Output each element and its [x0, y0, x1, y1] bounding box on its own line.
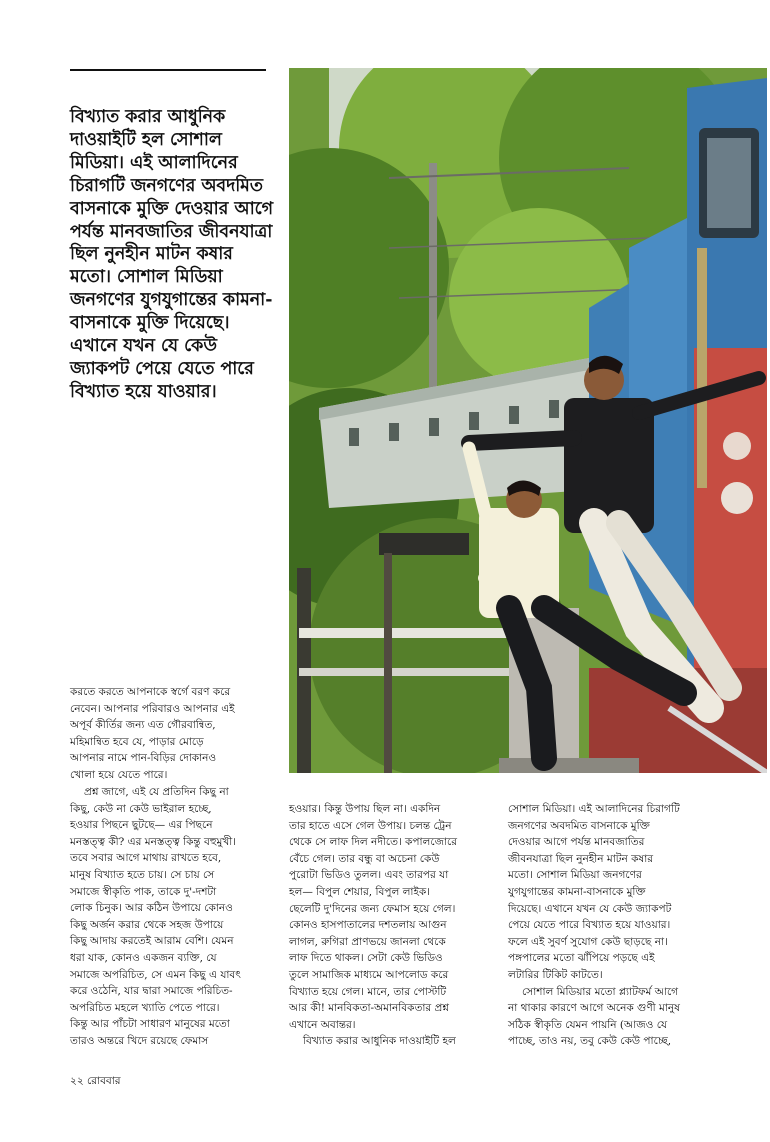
- body-line: দেওয়ার আগে পর্যন্ত মানবজাতির: [508, 836, 645, 849]
- body-line: পঙ্গপালের মতো ঝাঁপিয়ে পড়ছে এই: [508, 952, 655, 965]
- body-line: পাচ্ছে, তাও নয়, তবু কেউ কেউ পাচ্ছে,: [508, 1035, 672, 1048]
- body-line: আপনার নামে পান-বিড়ির দোকানও: [70, 752, 217, 765]
- body-line: লাগল, রুগিরা প্রাণভয়ে জানলা থেকে: [289, 935, 446, 948]
- body-line: জনগণের অবদমিত বাসনাকে মুক্তি: [508, 819, 650, 832]
- pull-quote-line: বিখ্যাত হয়ে যাওয়ার।: [70, 381, 217, 402]
- pull-quote-line: বাসনাকে মুক্তি দিয়েছে।: [70, 313, 230, 334]
- body-line: অপরিচিত মহলে খ্যাতি পেতে পারে।: [70, 1001, 220, 1014]
- body-line: লটারির টিকিট কাটতে।: [508, 968, 603, 981]
- body-line: আর কী! মানবিকতা-অমানবিকতার প্রশ্ন: [289, 1002, 449, 1015]
- body-line: মতো। সোশাল মিডিয়া জনগণের: [508, 869, 642, 882]
- body-line: তুলে সামাজিক মাধ্যমে আপলোড করে: [289, 968, 449, 981]
- body-line: তবে সবার আগে মাথায় রাখতে হবে,: [70, 852, 222, 865]
- pull-quote-line: পর্যন্ত মানবজাতির জীবনযাত্রা: [70, 221, 273, 242]
- body-line: এখানে অবান্তর।: [289, 1018, 356, 1031]
- body-line: কিছু, কেউ না কেউ ভাইরাল হচ্ছে,: [70, 802, 212, 815]
- pull-quote-line: বিখ্যাত করার আধুনিক: [70, 107, 226, 127]
- body-line: বিখ্যাত করার আধুনিক দাওয়াইটি হল: [303, 1035, 456, 1048]
- body-line: প্রশ্ন জাগে, এই যে প্রতিদিন কিছু না: [84, 786, 229, 798]
- body-line: কিন্তু আর পাঁচটা সাধারণ মানুষের মতো: [70, 1018, 230, 1031]
- body-line: ধরা যাক, কোনও একজন ব্যক্তি, যে: [70, 951, 217, 964]
- pull-quote-line: মিডিয়া। এই আলাদিনের: [70, 152, 238, 173]
- body-line: সোশাল মিডিয়া। এই আলাদিনের চিরাগটি: [508, 803, 680, 815]
- pull-quote-line: বাসনাকে মুক্তি দেওয়ার আগে: [70, 198, 273, 219]
- body-line: হওয়ার পিছনে ছুটছে— এর পিছনে: [70, 819, 213, 832]
- body-line: সোশাল মিডিয়ার মতো প্ল্যাটফর্ম আগে: [522, 985, 679, 998]
- body-column-1-bottom: [70, 784, 270, 1050]
- pull-quote-line: দাওয়াইটি হল সোশাল: [70, 129, 222, 150]
- pull-quote-line: মতো। সোশাল মিডিয়া: [70, 267, 223, 288]
- pull-quote-line: চিরাগটি জনগণের অবদমিত: [70, 175, 263, 196]
- body-column-3: [508, 801, 708, 1050]
- body-line: মনস্তত্ত্ব কী? এর মনস্তত্ত্ব কিন্তু বহুমুখী।: [70, 835, 237, 848]
- body-line: নেবেন। আপনার পরিবারও আপনার এই: [70, 702, 235, 715]
- body-line: জীবনযাত্রা ছিল নুনহীন মাটন কষার: [508, 852, 654, 865]
- body-line: অপূর্ব কীর্তির জন্য এত গৌরবান্বিত,: [70, 719, 216, 732]
- top-rule: [70, 69, 266, 71]
- body-line: লোক চিনুক। আর কঠিন উপায়ে কোনও: [70, 902, 233, 915]
- body-line: করে ওঠেনি, যার দ্বারা সমাজে পরিচিত-: [70, 985, 233, 998]
- page-folio: ২২ রোববার: [70, 1075, 121, 1087]
- body-line: সমাজে অপরিচিত, সে এমন কিছু এ যাবৎ: [70, 968, 241, 981]
- body-column-2: [289, 801, 489, 1050]
- body-line: কোনও হাসপাতালের দশতলায় আগুন: [289, 919, 447, 932]
- train-jump-photo: [289, 68, 767, 773]
- body-line: তারও অন্তরে খিদে রয়েছে ফেমাস: [70, 1034, 209, 1047]
- body-line: করতে করতে আপনাকে স্বর্গে বরণ করে: [70, 686, 231, 698]
- body-column-1-top: [70, 684, 270, 784]
- body-line: কিছু আদায় করতেই আরাম বেশি। যেমন: [70, 935, 234, 948]
- body-line: পেয়ে যেতে পারে বিখ্যাত হয়ে যাওয়ার।: [508, 919, 671, 932]
- pull-quote-line: এখানে যখন যে কেউ: [70, 336, 217, 357]
- body-line: সঠিক স্বীকৃতি যেমন পায়নি (আজও যে: [508, 1018, 668, 1031]
- body-line: হল— বিপুল শেয়ার, বিপুল লাইক।: [289, 885, 431, 898]
- pull-quote-line: ছিল নুনহীন মাটন কষার: [70, 244, 233, 265]
- body-line: কিছু অর্জন করার থেকে সহজ উপায়ে: [70, 918, 224, 931]
- body-line: সমাজে স্বীকৃতি পাক, তাকে দু'-দশটা: [70, 885, 217, 898]
- body-line: তার হাতে এসে গেল উপায়। চলন্ত ট্রেন: [289, 819, 452, 832]
- body-line: ছেলেটি দু'দিনের জন্য ফেমাস হয়ে গেল।: [289, 902, 456, 915]
- body-line: হওয়ার। কিন্তু উপায় ছিল না। একদিন: [289, 803, 441, 815]
- body-line: পুরোটা ভিডিও তুলল। এবং তারপর যা: [289, 869, 449, 882]
- pull-quote: [70, 106, 273, 404]
- body-line: লাফ দিতে থাকল। সেটা কেউ ভিডিও: [289, 952, 443, 965]
- pull-quote-line: জ্যাকপট পেয়ে যেতে পারে: [70, 358, 254, 379]
- body-line: খোলা হয়ে যেতে পারে।: [70, 768, 168, 781]
- body-line: যুগযুগান্তের কামনা-বাসনাকে মুক্তি: [508, 885, 646, 898]
- body-line: মহিমান্বিত হবে যে, পাড়ার মোড়ে: [70, 735, 204, 748]
- body-line: ফলে এই সুবর্ণ সুযোগ কেউ ছাড়ছে না।: [508, 935, 668, 948]
- body-line: বেঁচে গেল। তার বন্ধু বা অচেনা কেউ: [289, 852, 440, 865]
- body-line: মানুষ বিখ্যাত হতে চায়। সে চায় সে: [70, 868, 215, 881]
- body-line: দিয়েছে। এখানে যখন যে কেউ জ্যাকপট: [508, 902, 672, 915]
- body-line: না থাকার কারণে আগে অনেক গুণী মানুষ: [508, 1002, 680, 1015]
- pull-quote-line: জনগণের যুগযুগান্তের কামনা-: [70, 290, 273, 311]
- body-line: বিখ্যাত হয়ে গেল। মানে, তার পোস্টটি: [289, 985, 447, 998]
- body-line: থেকে সে লাফ দিল নদীতে। কপালজোরে: [289, 836, 458, 849]
